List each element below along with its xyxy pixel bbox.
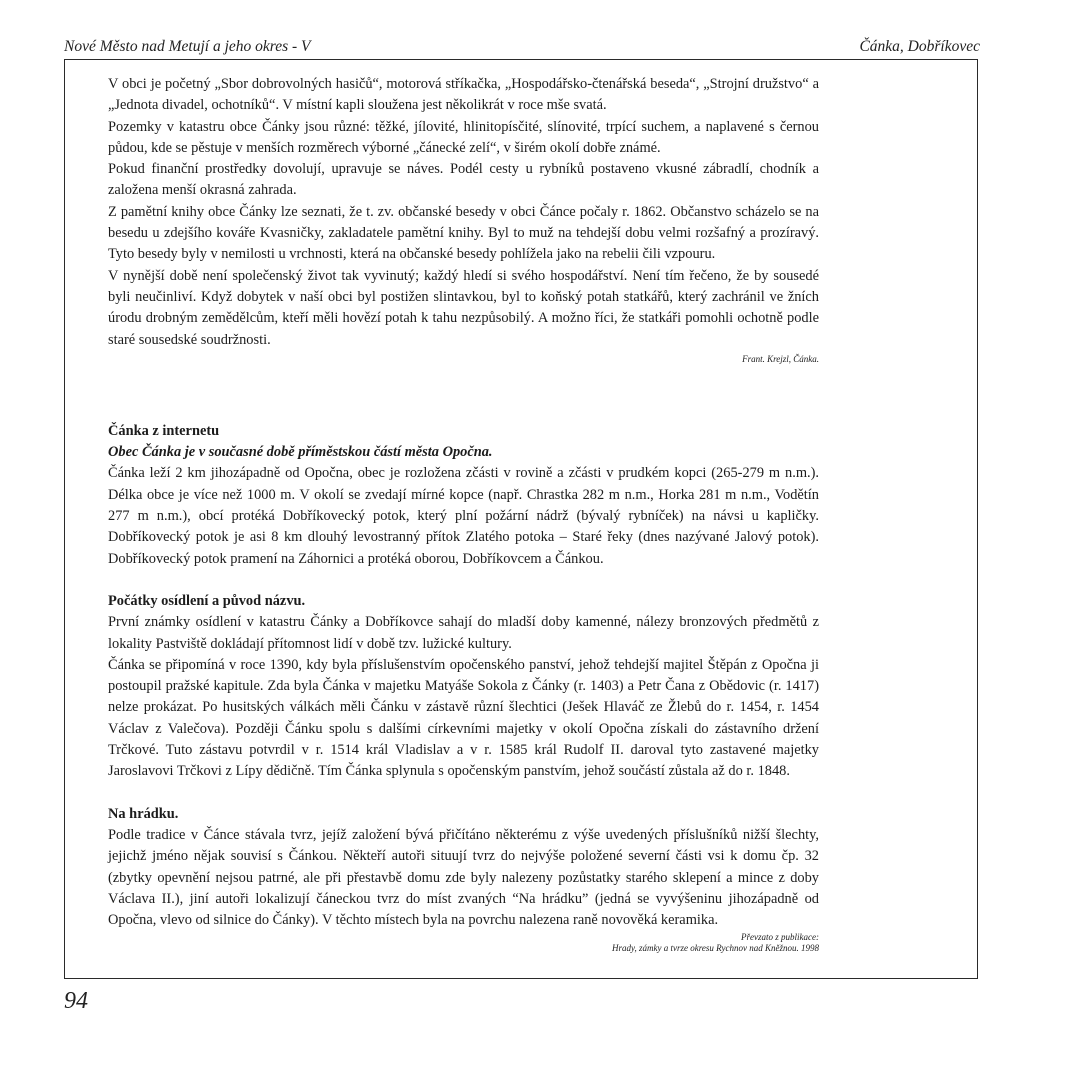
section-subheading: Obec Čánka je v současné době příměstskou částí města Opočna. <box>108 444 493 461</box>
source-citation <box>108 932 819 954</box>
paragraph: Podle tradice v Čánce stávala tvrz, jejíž založení bývá přičítáno některému z výše uvedených příslušníků nižší šlechty, jejichž jméno nějak souvisí s Čánkou. Někteří autoři situují tvrz do nejvýše položené severní části vsi k domu čp. 32 (zbytky opevnění nejsou patrné, ale při přestavbě domu zde byly nalezeny pozůstatky starého sklepení a mince z doby Václava II.), jiní autoři lokalizují čáneckou tvrz do míst zvaných “Na hrádku” (jedná se vyvýšeninu jihozápadně od Opočna, vlevo od silnice do Čánky). V těchto místech byla na povrchu nalezena raně novověká keramika. <box>108 826 819 929</box>
section-heading-internet: Čánka z internetu <box>108 422 220 439</box>
paragraph: Pokud finanční prostředky dovolují, upravuje se náves. Podél cesty u rybníků postaveno vkusné zábradlí, chodník a založena menší okrasná zahrada. <box>108 161 819 199</box>
running-head-title: Nové Město nad Metují a jeho okres - V <box>64 38 311 55</box>
paragraph: První známky osídlení v katastru Čánky a Dobříkovce sahají do mladší doby kamenné, nálezy bronzových předmětů z lokality Pastviště dokládají přítomnost lidí v době tzv. lužické kultury. <box>108 614 819 652</box>
source-label: Převzato z publikace: <box>741 932 819 943</box>
spacer <box>108 570 819 591</box>
running-head-section: Čánka, Dobříkovec <box>859 38 980 55</box>
author-signature: Frant. Krejzl, Čánka. <box>742 353 819 364</box>
spacer <box>108 783 819 804</box>
paragraph: V obci je početný „Sbor dobrovolných hasičů“, motorová stříkačka, „Hospodářsko-čtenářská beseda“, „Strojní družstvo“ a „Jednota divadel, ochotníků“. V místní kapli sloužena jest několikrát v roce mše svatá. <box>108 76 819 114</box>
paragraph: Čánka se připomíná v roce 1390, kdy byla příslušenstvím opočenského panství, jehož tehdejší majitel Štěpán z Opočna ji postoupil pražské kapitule. Zda byla Čánka v majetku Matyáše Sokola z Čánky (r. 1403) a Petr Čana z Obědovic (r. 1417) nelze prokázat. Po husitských válkách měli Čánku v zástavě různí šlechtici (Ješek Hlaváč ze Žlebů do r. 1454, r. 1454 Václav z Valečova). Později Čánku spolu s dalšími církevními majetky v okolí Opočna získali do zástavního držení Trčkové. Tuto zástavu potvrdil v r. 1514 král Vladislav a v r. 1585 král Rudolf II. daroval tyto zastavené majetky Jaroslavovi Trčkovi z Lípy dědičně. Tím Čánka splynula s opočenským panstvím, jehož součástí zůstala až do r. 1848. <box>108 656 819 780</box>
paragraph: V nynější době není společenský život tak vyvinutý; každý hledí si svého hospodářství. Není tím řečeno, že by sousedé byli neučinliví. Když dobytek v naší obci byl postižen slintavkou, byl to koňský potah statkářů, který zachránil ve žních úrodu drobným zemědělcům, kteří měli hovězí potah k tahu nezpůsobilý. A možno říci, že statkáři pomohli ochotně podle staré sousedské soudržnosti. <box>108 267 819 348</box>
paragraph: Pozemky v katastru obce Čánky jsou různé: těžké, jílovité, hlinitopísčité, slínovité, trpící suchem, a naplavené s černou půdou, kde se pěstuje v menších rozměrech výborné „čánecké zelí“, v širém okolí dobře známé. <box>108 118 819 156</box>
article-body <box>108 74 819 954</box>
paragraph: Čánka leží 2 km jihozápadně od Opočna, obec je rozložena zčásti v rovině a zčásti v prudkém kopci (265-279 m n.m.). Délka obce je více než 1000 m. V okolí se zvedají mírné kopce (např. Chrastka 282 m n.m., Horka 281 m n.m., Vodětín 277 m n.m.), obcí protéká Dobříkovecký potok, který plní požární nádrž (bývalý rybníček) na návsi u kapličky. Dobříkovecký potok je asi 8 km dlouhý levostranný přítok Zlatého potoka – Staré řeky (dnes nazývané Jalový potok). Dobříkovecký potok pramení na Záhornici a protéká oborou, Dobříkovcem a Čánkou. <box>108 465 819 567</box>
page-number: 94 <box>64 988 88 1014</box>
spacer <box>108 365 819 421</box>
section-heading-hradek: Na hrádku. <box>108 805 179 822</box>
section-heading-origins: Počátky osídlení a původ názvu. <box>108 592 306 609</box>
source-title: Hrady, zámky a tvrze okresu Rychnov nad Kněžnou. 1998 <box>612 943 819 954</box>
paragraph: Z pamětní knihy obce Čánky lze seznati, že t. zv. občanské besedy v obci Čánce počaly r. 1862. Občanstvo scházelo se na besedu u zdejšího kováře Kvasničky, zakladatele pamětní knihy. Byl to muž na tehdejší dobu velmi rozšafný a prozíravý. Tyto besedy byly v nemilosti u vrchnosti, která na občanské besedy pohlížela jako na rebelii čili vzpouru. <box>108 203 819 263</box>
